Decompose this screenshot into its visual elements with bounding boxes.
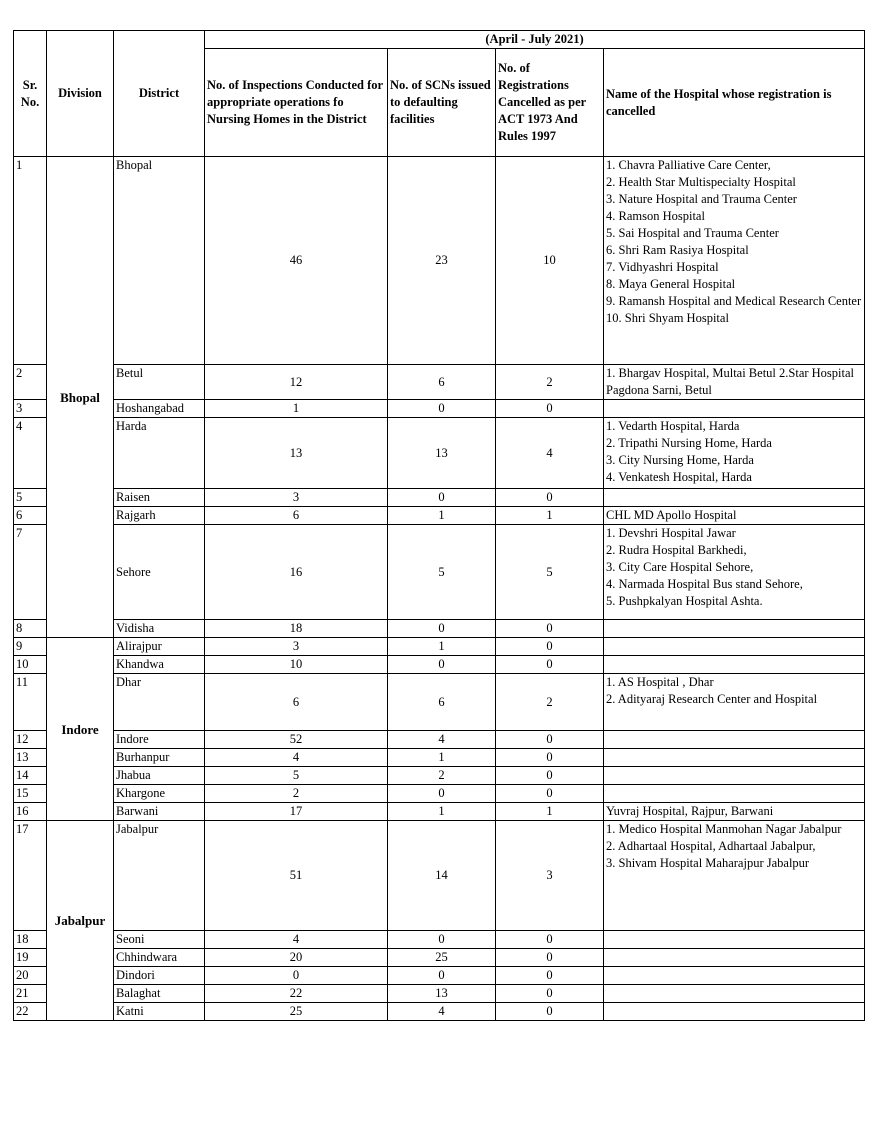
scns-cell: 23: [388, 157, 496, 365]
inspections-cell: 2: [205, 785, 388, 803]
cancelled-cell: 0: [496, 767, 604, 785]
sr-no-cell: 18: [14, 931, 47, 949]
hospitals-cell: [604, 1003, 865, 1021]
hospitals-cell: [604, 656, 865, 674]
registration-cancellation-table: [13, 30, 865, 1021]
hospital-name: 2. Tripathi Nursing Home, Harda: [606, 436, 772, 450]
hospital-name: 3. Nature Hospital and Trauma Center: [606, 192, 797, 206]
table-row: [14, 620, 865, 638]
district-cell: Dindori: [114, 967, 205, 985]
table-row: [14, 157, 865, 365]
scns-cell: 1: [388, 638, 496, 656]
inspections-cell: 16: [205, 525, 388, 620]
hospitals-cell: [604, 967, 865, 985]
scns-cell: 1: [388, 749, 496, 767]
hospital-name: 1. Vedarth Hospital, Harda: [606, 419, 740, 433]
scns-cell: 4: [388, 731, 496, 749]
scns-cell: 1: [388, 507, 496, 525]
district-cell: Alirajpur: [114, 638, 205, 656]
district-cell: Burhanpur: [114, 749, 205, 767]
district-header: District: [114, 31, 205, 157]
cancelled-cell: 0: [496, 949, 604, 967]
district-cell: Rajgarh: [114, 507, 205, 525]
sr-no-cell: 7: [14, 525, 47, 620]
table-row: [14, 767, 865, 785]
district-cell: Barwani: [114, 803, 205, 821]
sr-no-cell: 2: [14, 365, 47, 400]
hospital-name: Yuvraj Hospital, Rajpur, Barwani: [606, 804, 774, 818]
cancelled-cell: 0: [496, 931, 604, 949]
scns-cell: 2: [388, 767, 496, 785]
scns-cell: 25: [388, 949, 496, 967]
table-row: [14, 525, 865, 620]
table-row: [14, 967, 865, 985]
hospital-name: 3. City Nursing Home, Harda: [606, 453, 754, 467]
table-row: [14, 400, 865, 418]
scns-cell: 13: [388, 985, 496, 1003]
hospitals-cell: [604, 731, 865, 749]
scns-cell: 5: [388, 525, 496, 620]
sr-no-cell: 10: [14, 656, 47, 674]
district-cell: Khandwa: [114, 656, 205, 674]
hospital-name: 2. Adityaraj Research Center and Hospital: [606, 692, 818, 706]
cancelled-cell: 0: [496, 489, 604, 507]
hospital-name: 1. AS Hospital , Dhar: [606, 675, 714, 689]
district-cell: Vidisha: [114, 620, 205, 638]
sr-no-cell: 6: [14, 507, 47, 525]
hospitals-cell: [604, 931, 865, 949]
inspections-cell: 52: [205, 731, 388, 749]
sr-no-cell: 12: [14, 731, 47, 749]
division-header: Division: [47, 31, 114, 157]
inspections-cell: 1: [205, 400, 388, 418]
sr-no-cell: 21: [14, 985, 47, 1003]
hospital-name: 10. Shri Shyam Hospital: [606, 311, 729, 325]
hospital-name: 7. Vidhyashri Hospital: [606, 260, 719, 274]
inspections-cell: 20: [205, 949, 388, 967]
hospital-name: 4. Narmada Hospital Bus stand Sehore,: [606, 577, 803, 591]
table-row: [14, 785, 865, 803]
cancelled-cell: 1: [496, 507, 604, 525]
scns-cell: 14: [388, 821, 496, 931]
cancelled-cell: 0: [496, 656, 604, 674]
cancelled-cell: 0: [496, 638, 604, 656]
cancelled-cell: 0: [496, 749, 604, 767]
hospital-name: 1. Devshri Hospital Jawar: [606, 526, 736, 540]
scns-cell: 0: [388, 656, 496, 674]
district-cell: Jhabua: [114, 767, 205, 785]
table-row: [14, 674, 865, 731]
cancelled-cell: 0: [496, 785, 604, 803]
hospitals-cell: [604, 949, 865, 967]
cancelled-cell: 2: [496, 365, 604, 400]
hospital-name: 8. Maya General Hospital: [606, 277, 736, 291]
sr-no-cell: 22: [14, 1003, 47, 1021]
inspections-cell: 5: [205, 767, 388, 785]
sr-no-cell: 5: [14, 489, 47, 507]
hospital-name: 4. Venkatesh Hospital, Harda: [606, 470, 752, 484]
sr-no-cell: 1: [14, 157, 47, 365]
hospital-name: 1. Chavra Palliative Care Center,: [606, 158, 771, 172]
scns-cell: 6: [388, 365, 496, 400]
district-cell: Sehore: [114, 525, 205, 620]
hospital-name: 2. Health Star Multispecialty Hospital: [606, 175, 796, 189]
table-row: [14, 931, 865, 949]
table-row: [14, 638, 865, 656]
hospital-name: 1. Medico Hospital Manmohan Nagar Jabalpur: [606, 822, 842, 836]
sr-no-cell: 11: [14, 674, 47, 731]
hospitals-cell: [604, 157, 865, 365]
district-cell: Katni: [114, 1003, 205, 1021]
inspections-cell: 0: [205, 967, 388, 985]
hospitals-cell: [604, 985, 865, 1003]
inspections-cell: 18: [205, 620, 388, 638]
cancelled-cell: 1: [496, 803, 604, 821]
inspections-cell: 12: [205, 365, 388, 400]
sr-no-cell: 17: [14, 821, 47, 931]
table-row: [14, 949, 865, 967]
scns-cell: 4: [388, 1003, 496, 1021]
inspections-cell: 25: [205, 1003, 388, 1021]
table-row: [14, 507, 865, 525]
hospitals-cell: [604, 674, 865, 731]
inspections-cell: 10: [205, 656, 388, 674]
sr-no-cell: 19: [14, 949, 47, 967]
table-row: [14, 821, 865, 931]
district-cell: Seoni: [114, 931, 205, 949]
cancelled-header: No. of Registrations Cancelled as per ACT 1973 And Rules 1997: [496, 49, 604, 157]
inspections-cell: 17: [205, 803, 388, 821]
district-cell: Harda: [114, 418, 205, 489]
hospital-name: 9. Ramansh Hospital and Medical Research Center: [606, 294, 862, 308]
cancelled-cell: 0: [496, 731, 604, 749]
period-header: (April - July 2021): [205, 31, 865, 49]
scns-header: No. of SCNs issued to defaulting facilities: [388, 49, 496, 157]
district-cell: Dhar: [114, 674, 205, 731]
sr-no-cell: 9: [14, 638, 47, 656]
hospitals-cell: [604, 418, 865, 489]
cancelled-cell: 2: [496, 674, 604, 731]
hospitals-cell: [604, 525, 865, 620]
inspections-cell: 51: [205, 821, 388, 931]
table-row: [14, 985, 865, 1003]
hospital-name: CHL MD Apollo Hospital: [606, 508, 737, 522]
hospitals-cell: [604, 785, 865, 803]
sr-no-cell: 16: [14, 803, 47, 821]
district-cell: Indore: [114, 731, 205, 749]
scns-cell: 6: [388, 674, 496, 731]
inspections-cell: 3: [205, 489, 388, 507]
hospital-name: 3. City Care Hospital Sehore,: [606, 560, 754, 574]
scns-cell: 0: [388, 489, 496, 507]
sr-no-cell: 13: [14, 749, 47, 767]
table-row: [14, 803, 865, 821]
cancelled-cell: 0: [496, 400, 604, 418]
cancelled-cell: 0: [496, 1003, 604, 1021]
scns-cell: 0: [388, 931, 496, 949]
hospitals-cell: [604, 821, 865, 931]
scns-cell: 0: [388, 967, 496, 985]
sr-no-cell: 4: [14, 418, 47, 489]
district-cell: Chhindwara: [114, 949, 205, 967]
hospitals-cell: [604, 400, 865, 418]
hospitals-cell: [604, 489, 865, 507]
district-cell: Khargone: [114, 785, 205, 803]
table-row: [14, 365, 865, 400]
inspections-cell: 6: [205, 674, 388, 731]
inspections-header: No. of Inspections Conducted for appropriate operations fo Nursing Homes in the District: [205, 49, 388, 157]
sr-no-cell: 3: [14, 400, 47, 418]
inspections-cell: 4: [205, 749, 388, 767]
sr-no-header: Sr. No.: [14, 31, 47, 157]
table-row: [14, 731, 865, 749]
hospitals-header: Name of the Hospital whose registration is cancelled: [604, 49, 865, 157]
hospital-name: 2. Adhartaal Hospital, Adhartaal Jabalpur,: [606, 839, 816, 853]
scns-cell: 13: [388, 418, 496, 489]
cancelled-cell: 0: [496, 620, 604, 638]
inspections-cell: 22: [205, 985, 388, 1003]
cancelled-cell: 0: [496, 985, 604, 1003]
table-row: [14, 418, 865, 489]
sr-no-cell: 20: [14, 967, 47, 985]
hospitals-cell: [604, 803, 865, 821]
district-cell: Betul: [114, 365, 205, 400]
division-cell: Jabalpur: [47, 821, 114, 1021]
hospitals-cell: [604, 749, 865, 767]
inspections-cell: 4: [205, 931, 388, 949]
hospitals-cell: [604, 507, 865, 525]
hospital-name: 4. Ramson Hospital: [606, 209, 705, 223]
inspections-cell: 6: [205, 507, 388, 525]
district-cell: Hoshangabad: [114, 400, 205, 418]
cancelled-cell: 4: [496, 418, 604, 489]
cancelled-cell: 5: [496, 525, 604, 620]
division-cell: Indore: [47, 638, 114, 821]
scns-cell: 0: [388, 785, 496, 803]
table-row: [14, 1003, 865, 1021]
district-cell: Jabalpur: [114, 821, 205, 931]
scns-cell: 1: [388, 803, 496, 821]
division-cell: Bhopal: [47, 157, 114, 638]
inspections-cell: 46: [205, 157, 388, 365]
cancelled-cell: 3: [496, 821, 604, 931]
table-row: [14, 749, 865, 767]
scns-cell: 0: [388, 620, 496, 638]
district-cell: Balaghat: [114, 985, 205, 1003]
district-cell: Bhopal: [114, 157, 205, 365]
cancelled-cell: 10: [496, 157, 604, 365]
hospital-name: 5. Sai Hospital and Trauma Center: [606, 226, 779, 240]
hospital-name: 1. Bhargav Hospital, Multai Betul 2.Star Hospital Pagdona Sarni, Betul: [606, 366, 855, 397]
hospitals-cell: [604, 365, 865, 400]
hospital-name: 5. Pushpkalyan Hospital Ashta.: [606, 594, 763, 608]
cancelled-cell: 0: [496, 967, 604, 985]
inspections-cell: 13: [205, 418, 388, 489]
sr-no-cell: 14: [14, 767, 47, 785]
hospital-name: 3. Shivam Hospital Maharajpur Jabalpur: [606, 856, 810, 870]
inspections-cell: 3: [205, 638, 388, 656]
district-cell: Raisen: [114, 489, 205, 507]
sr-no-cell: 8: [14, 620, 47, 638]
table-row: [14, 489, 865, 507]
sr-no-cell: 15: [14, 785, 47, 803]
hospitals-cell: [604, 620, 865, 638]
hospitals-cell: [604, 767, 865, 785]
scns-cell: 0: [388, 400, 496, 418]
hospitals-cell: [604, 638, 865, 656]
table-row: [14, 656, 865, 674]
hospital-name: 6. Shri Ram Rasiya Hospital: [606, 243, 749, 257]
hospital-name: 2. Rudra Hospital Barkhedi,: [606, 543, 747, 557]
